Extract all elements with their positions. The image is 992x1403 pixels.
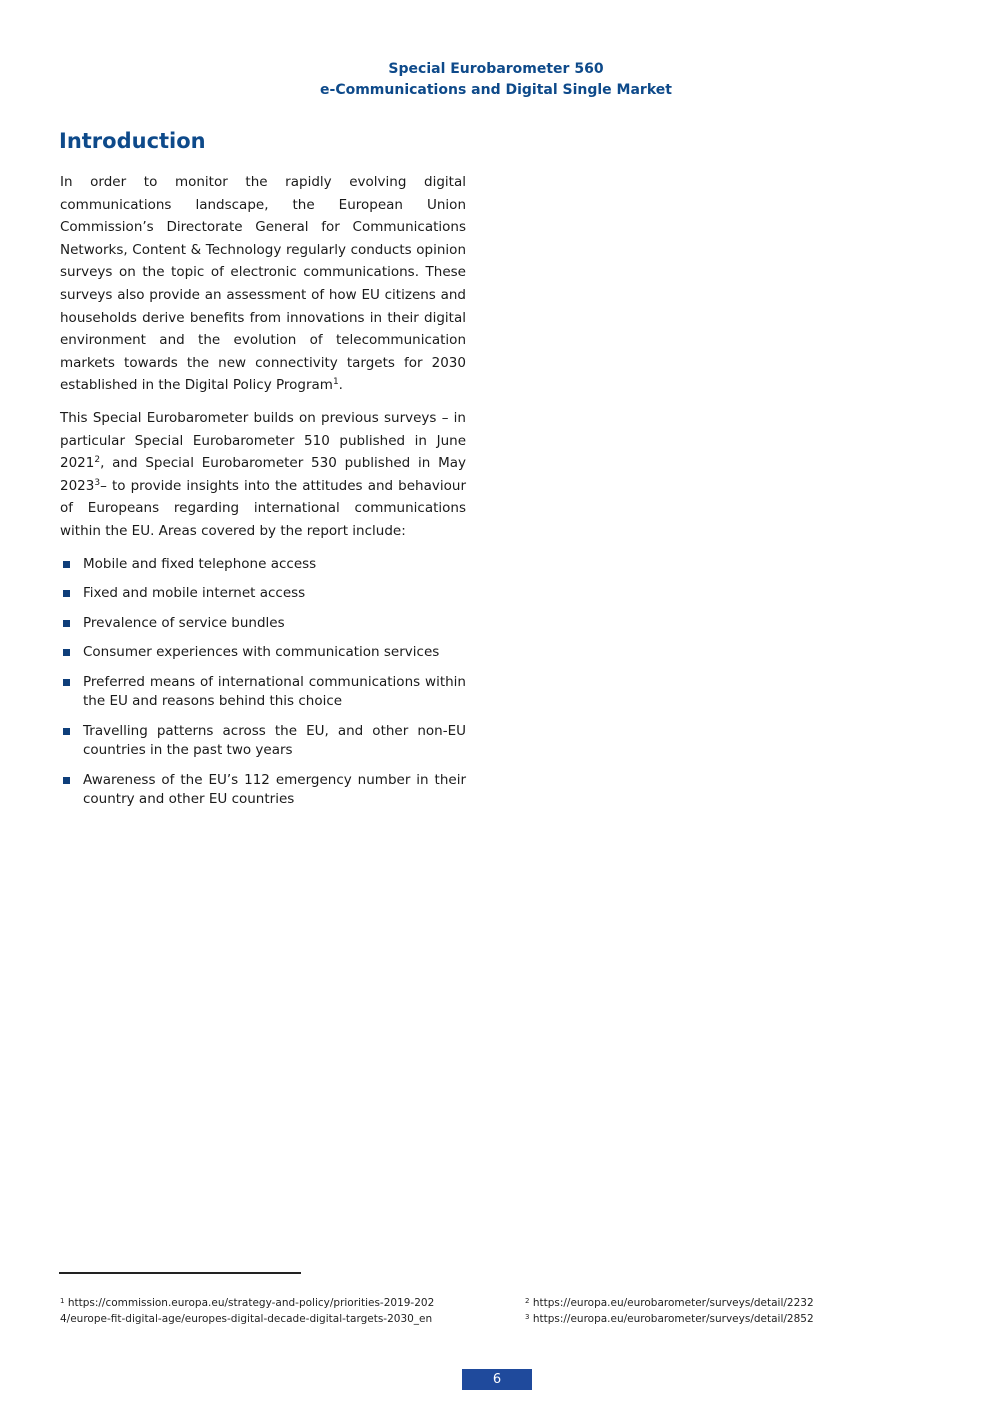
paragraph-1-end: . [338,377,343,394]
body-column [60,171,466,820]
footnote-ref-3[interactable]: 3 [94,477,101,488]
footnote-1 [60,1296,435,1327]
intro-paragraph-1 [60,171,466,397]
footnote-3-link[interactable]: https://europa.eu/eurobarometer/surveys/detail/2852 [532,1312,814,1325]
list-item: Mobile and fixed telephone access [60,555,466,575]
footnote-ref-1[interactable]: 1 [332,377,339,388]
paragraph-1-text: In order to monitor the rapidly evolving digital communications landscape, the European Union Commission’s Directorate General for Communications Networks, Content & Technology regularly conducts opinion surveys on the topic of electronic communications. These surveys also provide an assessment of how EU citizens and households derive benefits from innovations in their digital environment and the evolution of telecommunication markets towards the new connectivity targets for 2030 established in the Digital Policy Program [60,174,466,394]
paragraph-2-part-2: , and Special Eurobarometer 530 published in May 2023 [60,455,466,494]
page-header [0,59,992,101]
footnote-2-link[interactable]: https://europa.eu/eurobarometer/surveys/detail/2232 [532,1297,814,1309]
list-item: Awareness of the EU’s 112 emergency number in their country and other EU countries [60,771,466,810]
intro-paragraph-2 [60,407,466,543]
footnote-3 [525,1312,885,1328]
footnote-2-number: 2 [525,1297,530,1305]
footnote-1-link[interactable]: https://commission.europa.eu/strategy-and-policy/priorities-2019-2024/europe-fit-digital-age/europes-digital-decade-digital-targets-2030_en [60,1297,435,1325]
list-item: Fixed and mobile internet access [60,584,466,604]
footnote-3-number: 3 [525,1312,530,1321]
footnotes-right [525,1296,885,1327]
list-item: Preferred means of international communications within the EU and reasons behind this choice [60,673,466,712]
list-item: Travelling patterns across the EU, and other non-EU countries in the past two years [60,722,466,761]
section-title: Introduction [59,129,206,153]
paragraph-2-part-1: This Special Eurobarometer builds on previous surveys – in particular Special Eurobarometer 510 published in June 2021 [60,409,466,472]
footnote-divider [59,1272,301,1274]
footnote-ref-2[interactable]: 2 [94,455,101,466]
topics-list [60,555,466,810]
header-report-subtitle: e-Communications and Digital Single Market [320,82,672,98]
footnote-1-number: 1 [60,1297,65,1305]
footnote-2 [525,1296,885,1312]
list-item: Consumer experiences with communication services [60,643,466,663]
header-report-title: Special Eurobarometer 560 [388,61,604,77]
paragraph-2-part-3: – to provide insights into the attitudes and behaviour of Europeans regarding international communications within the EU. Areas covered by the report include: [60,477,466,539]
page-number: 6 [462,1369,532,1390]
list-item: Prevalence of service bundles [60,614,466,634]
